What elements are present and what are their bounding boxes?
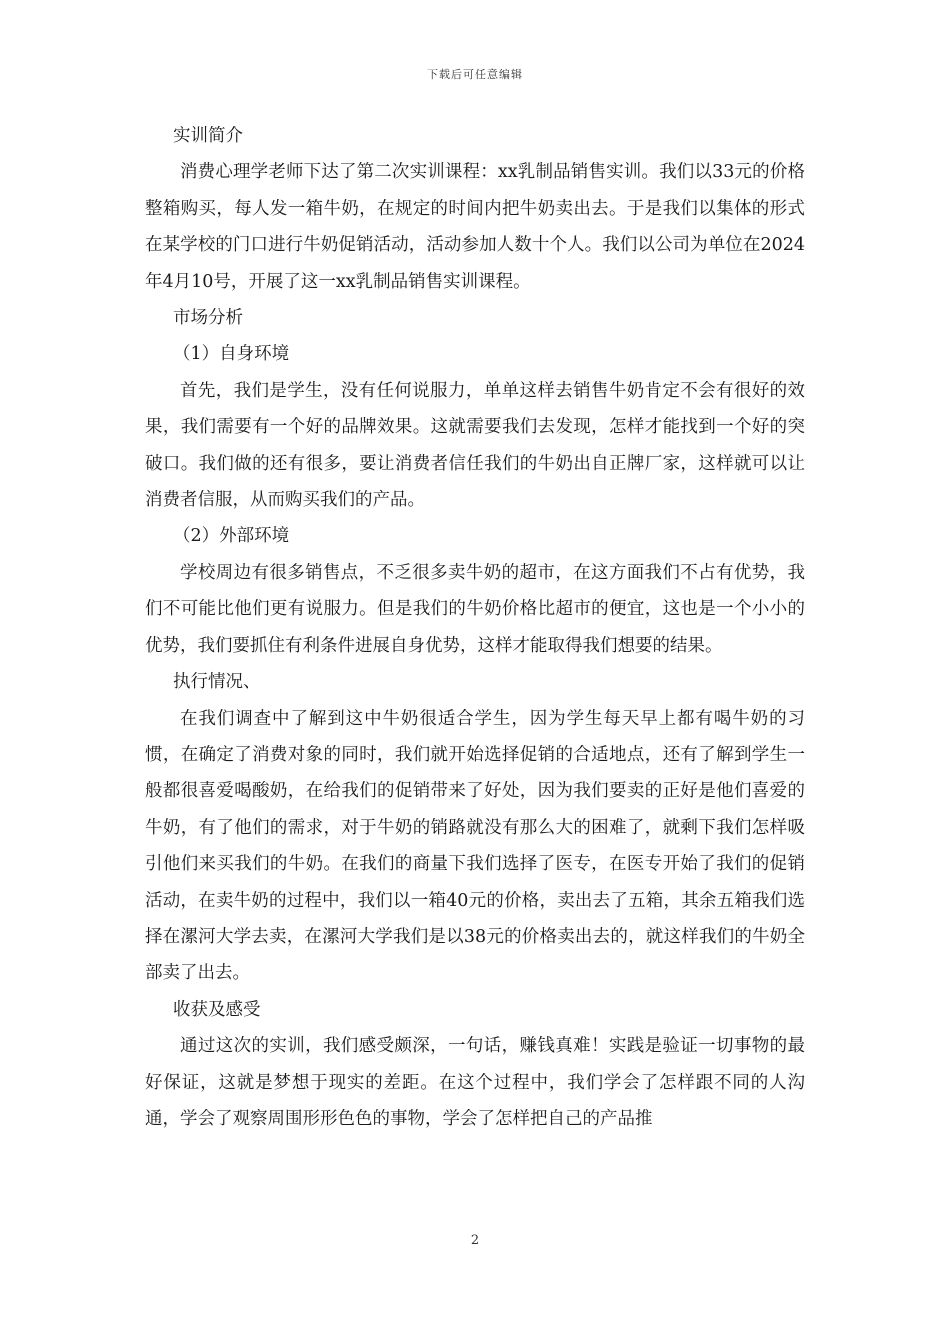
paragraph-gains: 通过这次的实训，我们感受颇深，一句话，赚钱真难！实践是验证一切事物的最好保证，这就是梦想于现实的差距。在这个过程中，我们学会了怎样跟不同的人沟通，学会了观察周围形形色色的事物，学会了怎样把自己的产品推 — [145, 1036, 805, 1129]
document-body — [145, 118, 805, 1137]
section-heading-execution: 执行情况、 — [173, 672, 261, 693]
paragraph-intro: 消费心理学老师下达了第二次实训课程：xx乳制品销售实训。我们以33元的价格整箱购买，每人发一箱牛奶，在规定的时间内把牛奶卖出去。于是我们以集体的形式在某学校的门口进行牛奶促销活动，活动参加人数十个人。我们以公司为单位在2024年4月10号，开展了这一xx乳制品销售实训课程。 — [145, 162, 805, 292]
subheading-external: （2）外部环境 — [173, 526, 290, 547]
section-heading-market: 市场分析 — [173, 308, 243, 329]
subheading-internal: （1）自身环境 — [173, 344, 290, 365]
paragraph-external: 学校周边有很多销售点，不乏很多卖牛奶的超市，在这方面我们不占有优势，我们不可能比他们更有说服力。但是我们的牛奶价格比超市的便宜，这也是一个小小的优势，我们要抓住有利条件进展自身优势，这样才能取得我们想要的结果。 — [145, 562, 805, 656]
section-heading-intro: 实训简介 — [173, 126, 243, 146]
paragraph-internal: 首先，我们是学生，没有任何说服力，单单这样去销售牛奶肯定不会有很好的效果，我们需要有一个好的品牌效果。这就需要我们去发现，怎样才能找到一个好的突破口。我们做的还有很多，要让消费者信任我们的牛奶出自正牌厂家，这样就可以让消费者信服，从而购买我们的产品。 — [145, 380, 805, 511]
paragraph-execution: 在我们调查中了解到这中牛奶很适合学生，因为学生每天早上都有喝牛奶的习惯，在确定了消费对象的同时，我们就开始选择促销的合适地点，还有了解到学生一般都很喜爱喝酸奶，在给我们的促销带来了好处，因为我们要卖的正好是他们喜爱的牛奶，有了他们的需求，对于牛奶的销路就没有那么大的困难了，就剩下我们怎样吸引他们来买我们的牛奶。在我们的商量下我们选择了医专，在医专开始了我们的促销活动，在卖牛奶的过程中，我们以一箱40元的价格，卖出去了五箱，其余五箱我们选择在漯河大学去卖，在漯河大学我们是以38元的价格卖出去的，就这样我们的牛奶全部卖了出去。 — [145, 708, 805, 984]
section-heading-gains: 收获及感受 — [173, 999, 261, 1020]
page-header: 下载后可任意编辑 — [427, 68, 523, 81]
page-number: 2 — [470, 1233, 480, 1248]
